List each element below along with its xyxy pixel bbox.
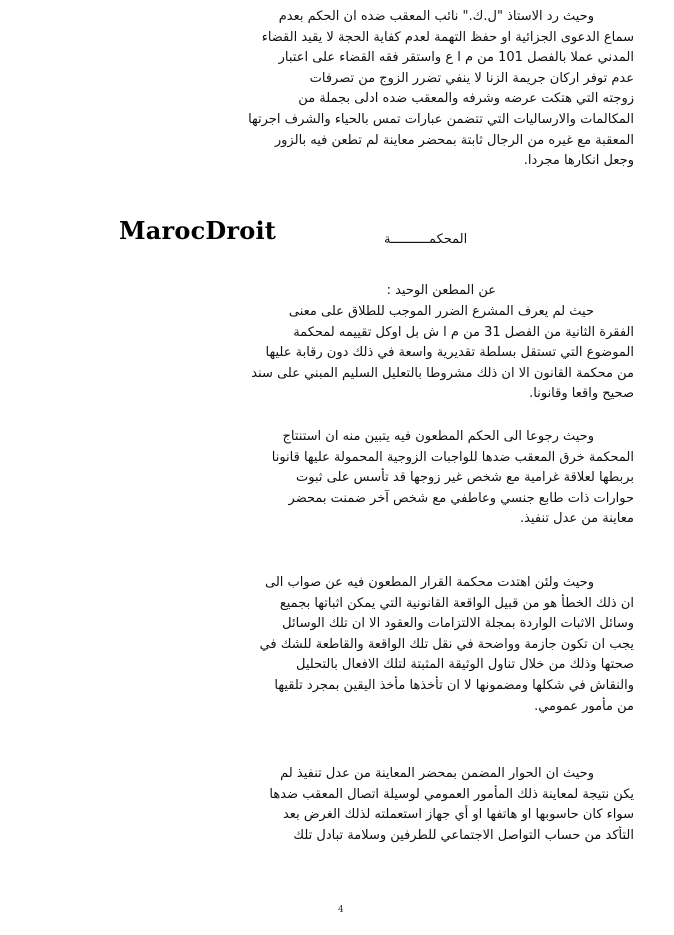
text-line: يجب ان تكون جازمة وواضحة في نقل تلك الواقعة والقاطعة للشك في <box>259 636 634 652</box>
text-line: وحيث رد الاستاذ "ل.ك." نائب المعقب ضده ان الحكم بعدم <box>278 9 594 24</box>
text-line: عدم توفر اركان جريمة الزنا لا ينفي تضرر الزوج من تصرفات <box>309 70 634 86</box>
text-line: من مأمور عمومي. <box>534 698 634 714</box>
text-line: سواء كان حاسوبها او هاتفها او أي جهاز استعملته لذلك الغرض بعد <box>282 807 634 823</box>
text-line: والنقاش في شكلها ومضمونها لا ان تأخذها مأخذ اليقين بمجرد تلقيها <box>274 677 634 693</box>
text-line: وجعل انكارها مجردا. <box>523 153 634 169</box>
court-heading: المحكمــــــــــة <box>384 232 468 247</box>
text-line: بربطها لعلاقة غرامية مع شخص غير زوجها قد تأسس على ثبوت <box>296 470 634 486</box>
text-line: صحيح واقعا وقانونا. <box>529 386 634 402</box>
text-line: وسائل الاثبات الواردة بمجلة الالتزامات والعقود الا ان تلك الوسائل <box>282 616 634 632</box>
text-line: يكن نتيجة لمعاينة ذلك المأمور العمومي لوسيلة اتصال المعقب ضدها <box>269 786 634 802</box>
paragraph-harm-definition <box>52 302 634 405</box>
text-line: صحتها وذلك من خلال تناول الوثيقة المثبتة لتلك الافعال بالتحليل <box>296 657 634 673</box>
text-line: المدني عملا بالفصل 101 من م ا ع واستقر فقه القضاء على اعتبار <box>278 50 634 66</box>
text-line: وحيث ان الحوار المضمن بمحضر المعاينة من عدل تنفيذ لم <box>280 766 594 781</box>
page-number: 4 <box>338 905 344 915</box>
paragraph-respondent-reply <box>52 7 634 172</box>
text-line: الموضوع التي تستقل بسلطة تقديرية واسعة في ذلك دون رقابة عليها <box>265 345 634 361</box>
marocdroit-watermark: MarocDroit <box>119 216 277 245</box>
text-line: المكالمات والارساليات التي تتضمن عبارات تمس بالحياء والشرف اجرتها <box>248 111 634 127</box>
text-line: المعقبة مع غيره من الرجال ثابتة بمحضر معاينة لم تطعن فيه بالزور <box>274 132 634 148</box>
section-heading: عن المطعن الوحيد : <box>386 283 496 298</box>
text-line: التأكد من حساب التواصل الاجتماعي للطرفين وسلامة تبادل تلك <box>293 827 634 843</box>
text-line: زوجته التي هتكت عرضه وشرفه والمعقب ضده ادلى بجملة من <box>298 91 634 107</box>
text-line: حيث لم يعرف المشرع الضرر الموجب للطلاق على معنى <box>288 304 594 319</box>
text-line: وحيث رجوعا الى الحكم المطعون فيه يتبين منه ان استنتاج <box>282 429 594 444</box>
text-line: معاينة من عدل تنفيذ. <box>520 511 634 527</box>
text-line: حوارات ذات طابع جنسي وعاطفي مع شخص آخر ضمنت بمحضر <box>288 490 634 506</box>
text-line: الفقرة الثانية من الفصل 31 من م ا ش بل اوكل تقييمه لمحكمة <box>293 324 634 340</box>
paragraph-bailiff-report <box>52 764 634 846</box>
text-line: وحيث ولئن اهتدت محكمة القرار المطعون فيه عن صواب الى <box>265 575 594 590</box>
text-line: ان ذلك الخطأ هو من قبيل الواقعة القانونية التي يمكن اثباتها بجميع <box>279 595 634 611</box>
text-line: من محكمة القانون الا ان ذلك مشروطا بالتعليل السليم المبني على سند <box>251 365 634 381</box>
text-line: سماع الدعوى الجزائية او حفظ التهمة لعدم كفاية الحجة لا يقيد القضاء <box>261 29 634 45</box>
text-line: المحكمة خرق المعقب ضدها للواجبات الزوجية المحمولة عليها قانونا <box>271 449 634 465</box>
paragraph-legal-fact-proof <box>52 573 634 717</box>
paragraph-appealed-judgment <box>52 427 634 530</box>
